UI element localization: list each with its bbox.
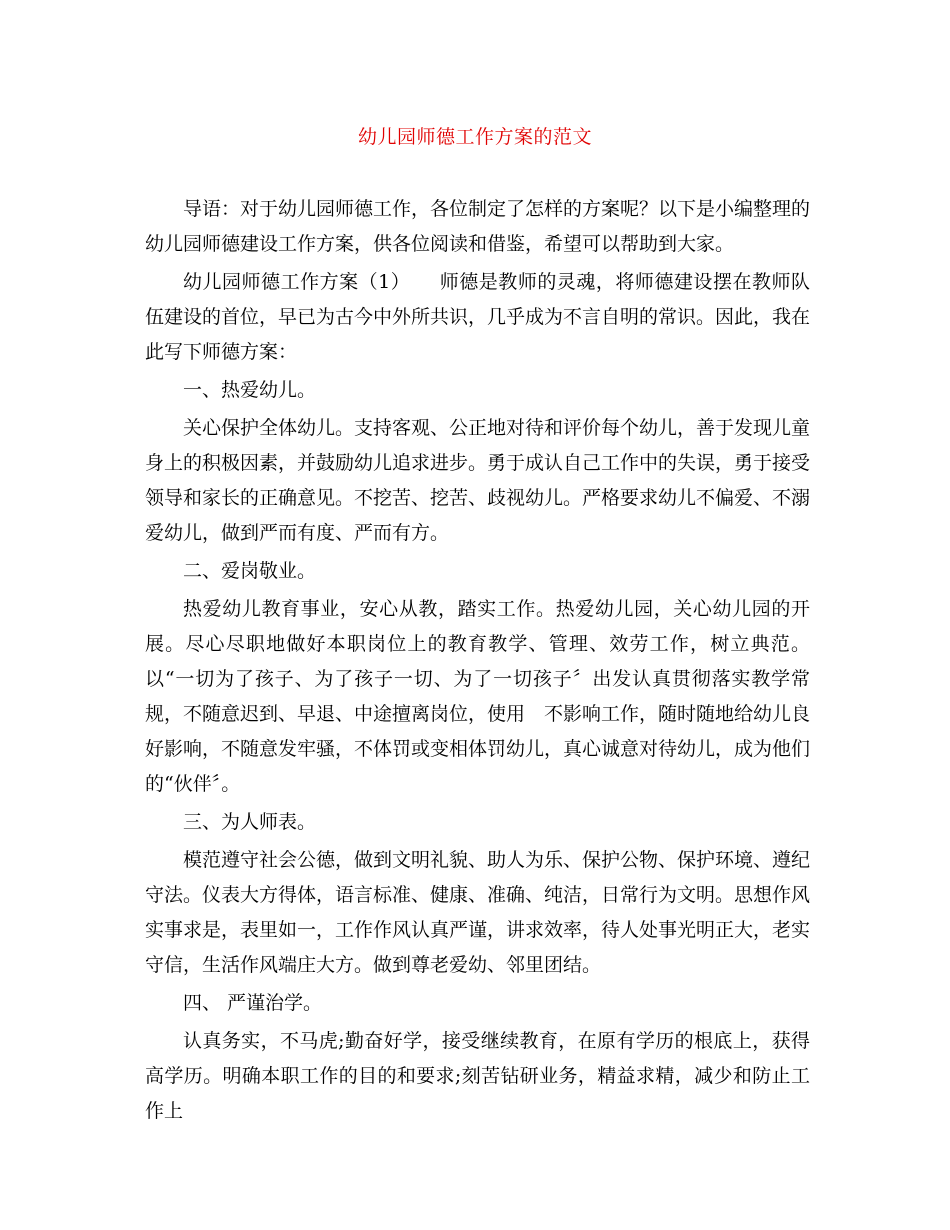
paragraph-plan-1: 幼儿园师德工作方案（1） 师德是教师的灵魂，将师德建设摆在教师队伍建设的首位，早已为古今中外所共识，几乎成为不言自明的常识。因此，我在此写下师德方案： — [145, 271, 811, 363]
paragraph-intro: 导语：对于幼儿园师德工作，各位制定了怎样的方案呢？以下是小编整理的幼儿园师德建设工作方案，供各位阅读和借鉴，希望可以帮助到大家。 — [145, 198, 811, 255]
document-title: 幼儿园师德工作方案的范文 — [357, 126, 592, 148]
document-body — [145, 192, 810, 1132]
section-heading-dedication: 二、爱岗敬业。 — [183, 560, 317, 582]
paragraph-role-model: 模范遵守社会公德，做到文明礼貌、助人为乐、保护公物、保护环境、遵纪守法。仪表大方得体，语言标准、健康、准确、纯洁，日常行为文明。思想作风实事求是，表里如一，工作作风认真严谨，讲求效率，待人处事光明正大，老实守信，生活作风端庄大方。做到尊老爱幼、邻里团结。 — [145, 849, 811, 976]
section-heading-rigorous-study: 四、 严谨治学。 — [183, 992, 323, 1014]
section-heading-love-children: 一、热爱幼儿。 — [183, 379, 317, 401]
paragraph-dedication: 热爱幼儿教育事业，安心从教，踏实工作。热爱幼儿园，关心幼儿园的开展。尽心尽职地做好本职岗位上的教育教学、管理、效劳工作，树立典范。以“一切为了孩子、为了孩子一切、为了一切孩子〞出发认真贯彻落实教学常规，不随意迟到、早退、中途擅离岗位，使用 不影响工作，随时随地给幼儿良好影响，不随意发牢骚，不体罚或变相体罚幼儿，真心诚意对待幼儿，成为他们的“伙伴〞。 — [145, 598, 811, 795]
paragraph-love-children: 关心保护全体幼儿。支持客观、公正地对待和评价每个幼儿，善于发现儿童身上的积极因素，并鼓励幼儿追求进步。勇于成认自己工作中的失误，勇于接受领导和家长的正确意见。不挖苦、挖苦、歧视幼儿。严格要求幼儿不偏爱、不溺爱幼儿，做到严而有度、严而有方。 — [145, 417, 811, 544]
section-heading-role-model: 三、为人师表。 — [183, 811, 317, 833]
paragraph-rigorous-study: 认真务实，不马虎;勤奋好学，接受继续教育，在原有学历的根底上，获得高学历。明确本职工作的目的和要求;刻苦钻研业务，精益求精，减少和防止工作上 — [145, 1030, 810, 1122]
